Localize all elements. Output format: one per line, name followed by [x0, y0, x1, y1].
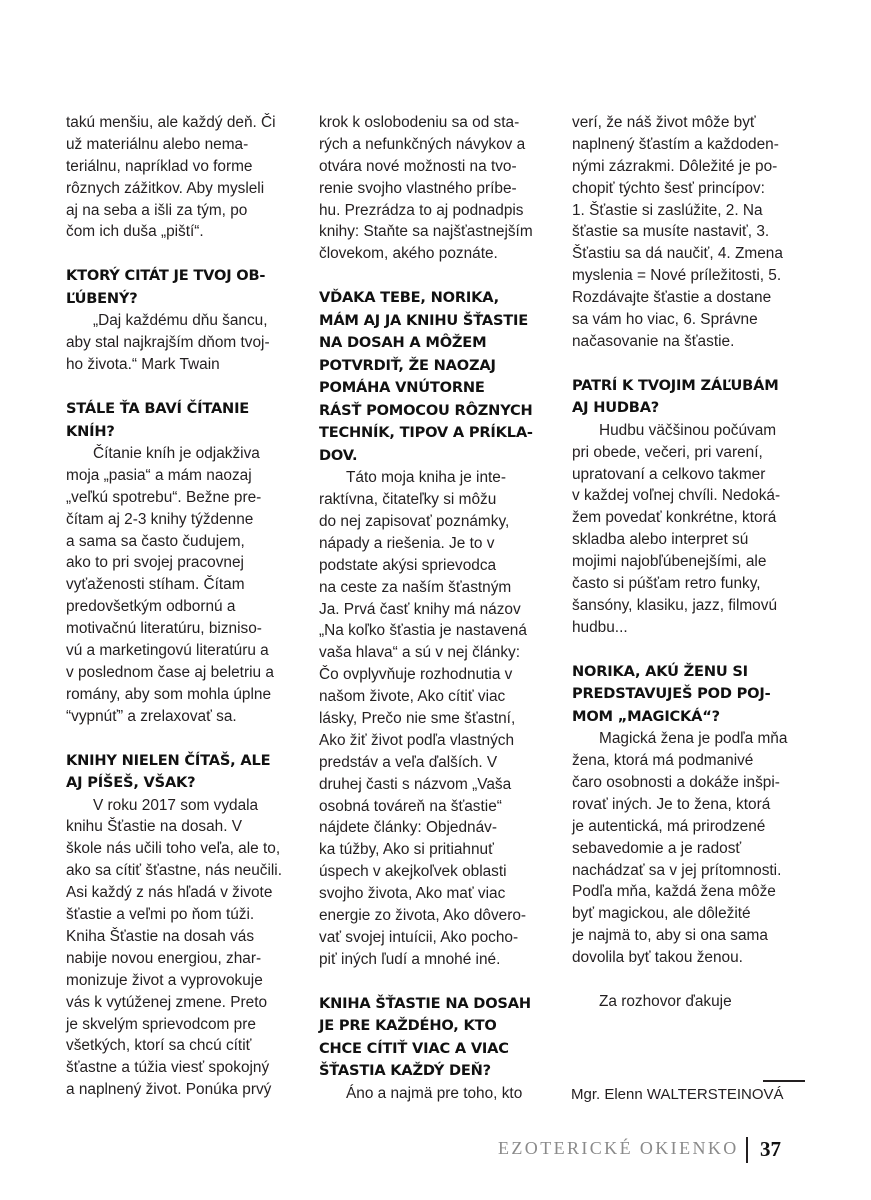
text-line: lásky, Prečo nie sme šťastní, [319, 710, 516, 728]
text-line: KTORÝ CITÁT JE TVOJ OB- [66, 267, 266, 285]
text-line: 1. Šťastie si zaslúžite, 2. Na [572, 201, 763, 219]
text-line: už materiálnu alebo nema- [66, 135, 249, 153]
text-line: nabije novou energiou, zhar- [66, 949, 262, 967]
text-line: často si púšťam retro funky, [572, 575, 761, 593]
text-line: raktívna, čitateľky si môžu [319, 491, 497, 509]
text-line: romány, aby som mohla úplne [66, 685, 272, 703]
article-column-3 [572, 112, 812, 1013]
question-heading [66, 265, 306, 310]
text-line: úspech v akejkoľvek oblasti [319, 863, 507, 881]
text-line: na ceste za naším šťastným [319, 578, 512, 596]
text-line: piť iných ľudí a mnohé iné. [319, 950, 501, 968]
text-line: VĎAKA TEBE, NORIKA, [319, 289, 499, 307]
text-line: je najmä to, aby si ona sama [572, 927, 768, 945]
text-line: DOV. [319, 446, 358, 464]
text-line: ako to pri svojej pracovnej [66, 554, 244, 572]
text-line: rých a nefunkčných návykov a [319, 135, 526, 153]
text-line: upratovaní a celkovo takmer [572, 465, 766, 483]
text-line: rôznych zážitkov. Aby mysleli [66, 179, 265, 197]
question-heading [319, 993, 559, 1083]
answer-paragraph [66, 112, 306, 243]
text-line: predovšetkým odbornú a [66, 598, 236, 616]
text-line: je skvelým sprievodcom pre [66, 1015, 256, 1033]
question-heading [572, 661, 812, 729]
text-line: a naplnený život. Ponúka prvý [66, 1081, 272, 1099]
text-line: nájdete články: Objednáv- [319, 819, 497, 837]
text-line: ako sa cítiť šťastne, nás neučili. [66, 862, 283, 880]
paragraph-gap [572, 969, 812, 991]
text-line: pri obede, večeri, pri varení, [572, 443, 763, 461]
text-line: knihu Šťastie na dosah. V [66, 818, 243, 836]
text-line: “vypnúť” a zrelaxovať sa. [66, 707, 237, 725]
text-line: skladba alebo interpret sú [572, 531, 749, 549]
text-line: „Daj každému dňu šancu, [93, 312, 268, 330]
text-line: škole nás učili toho veľa, ale to, [66, 840, 281, 858]
question-heading [572, 375, 812, 420]
text-line: nachádzať sa v jej prítomnosti. [572, 861, 782, 879]
text-line: človekom, akého poznáte. [319, 245, 498, 263]
text-line: Magická žena je podľa mňa [599, 730, 788, 748]
text-line: RÁSŤ POMOCOU RÔZNYCH [319, 401, 533, 419]
text-line: energie zo života, Ako dôvero- [319, 907, 527, 925]
answer-paragraph [319, 467, 559, 970]
text-line: myslenia = Nové príležitosti, 5. [572, 267, 782, 285]
text-line: ho života.“ Mark Twain [66, 356, 220, 374]
answer-paragraph [319, 1083, 559, 1105]
text-line: KNIHY NIELEN ČÍTAŠ, ALE [66, 751, 271, 769]
text-line: hudbu... [572, 618, 628, 636]
text-line: Čítanie kníh je odjakživa [93, 445, 260, 463]
text-line: vaša hlava“ a sú v nej články: [319, 644, 521, 662]
text-line: NA DOSAH A MÔŽEM [319, 334, 487, 352]
text-line: druhej časti s názvom „Vaša [319, 775, 512, 793]
text-line: naplnený šťastím a každoden- [572, 135, 779, 153]
text-line: sebavedomie a je radosť [572, 839, 742, 857]
text-line: je autentická, má prirodzené [572, 817, 766, 835]
text-line: ŠŤASTIA KAŽDÝ DEŇ? [319, 1062, 491, 1080]
text-line: TECHNÍK, TIPOV A PRÍKLA- [319, 424, 533, 442]
text-line: CHCE CÍTIŤ VIAC A VIAC [319, 1039, 509, 1057]
text-line: do nej zapisovať poznámky, [319, 513, 510, 531]
answer-paragraph [572, 728, 812, 969]
text-line: čítam aj 2-3 knihy týždenne [66, 510, 254, 528]
text-line: Asi každý z nás hľadá v živote [66, 884, 273, 902]
text-line: Kniha Šťastie na dosah vás [66, 927, 255, 945]
text-line: v každej voľnej chvíli. Nedoká- [572, 487, 781, 505]
text-line: sa vám ho viac, 6. Správne [572, 311, 758, 329]
text-line: byť magickou, ale dôležité [572, 905, 751, 923]
text-line: verí, že náš život môže byť [572, 114, 756, 131]
author-signature: Mgr. Elenn WALTERSTEINOVÁ [571, 1086, 784, 1103]
text-line: Ako žiť život podľa vlastných [319, 731, 515, 749]
text-line: čaro osobnosti a dokáže inšpi- [572, 773, 780, 791]
text-line: žem povedať konkrétne, ktorá [572, 509, 777, 527]
text-line: knihy: Staňte sa najšťastnejším [319, 223, 533, 241]
text-line: Za rozhovor ďakuje [599, 993, 732, 1010]
text-line: „Na koľko šťastia je nastavená [319, 622, 527, 640]
text-line: NORIKA, AKÚ ŽENU SI [572, 662, 748, 680]
text-line: šťastie a veľmi po ňom túži. [66, 906, 255, 924]
text-line: MÁM AJ JA KNIHU ŠŤASTIE [319, 311, 529, 329]
text-line: mojimi najobľúbenejšími, ale [572, 553, 767, 571]
text-line: čom ich duša „piští“. [66, 223, 204, 241]
text-line: chopiť týchto šesť princípov: [572, 179, 765, 197]
text-line: krok k oslobodeniu sa od sta- [319, 114, 520, 131]
text-line: svojho života, Ako mať viac [319, 885, 506, 903]
answer-paragraph [572, 420, 812, 639]
text-line: renie svojho vlastného príbe- [319, 179, 517, 197]
text-line: teriálnu, napríklad vo forme [66, 157, 253, 175]
question-heading [319, 287, 559, 467]
text-line: moja „pasia“ a mám naozaj [66, 466, 252, 484]
text-line: Čo ovplyvňuje rozhodnutia v [319, 666, 513, 684]
paragraph-gap [319, 971, 559, 993]
text-line: našom živote, Ako cítiť viac [319, 688, 506, 706]
text-line: V roku 2017 som vydala [93, 796, 259, 814]
text-line: Áno a najmä pre toho, kto [346, 1084, 523, 1102]
answer-paragraph [319, 112, 559, 265]
text-line: žena, ktorá má podmanivé [572, 752, 754, 770]
text-line: AJ HUDBA? [572, 399, 660, 417]
text-line: ka túžby, Ako si pritiahnuť [319, 841, 494, 859]
text-line: šťastie sa musíte nastaviť, 3. [572, 223, 770, 241]
text-line: otvára nové možnosti na tvo- [319, 157, 517, 175]
answer-paragraph [572, 112, 812, 353]
text-line: STÁLE ŤA BAVÍ ČÍTANIE [66, 400, 250, 418]
text-line: nými zázrakmi. Dôležité je po- [572, 157, 778, 175]
article-column-2 [319, 112, 559, 1105]
answer-paragraph [66, 795, 306, 1101]
text-line: JE PRE KAŽDÉHO, KTO [319, 1017, 497, 1035]
text-line: aj na seba a išli za tým, po [66, 201, 248, 219]
paragraph-gap [319, 265, 559, 287]
text-line: KNIHA ŠŤASTIE NA DOSAH [319, 994, 531, 1012]
article-column-1 [66, 112, 306, 1101]
text-line: Táto moja kniha je inte- [346, 469, 506, 487]
paragraph-gap [572, 353, 812, 375]
text-line: nápady a riešenia. Je to v [319, 534, 495, 552]
text-line: vú a marketingovú literatúru a [66, 642, 269, 660]
text-line: Podľa mňa, každá žena môže [572, 883, 776, 901]
text-line: vás k vytúženej zmene. Preto [66, 993, 268, 1011]
footer-divider [746, 1137, 748, 1163]
text-line: načasovanie na šťastie. [572, 332, 735, 350]
paragraph-gap [66, 376, 306, 398]
text-line: Šťastiu sa dá naučiť, 4. Zmena [572, 245, 783, 263]
section-title: EZOTERICKÉ OKIENKO [498, 1138, 739, 1158]
page-number: 37 [760, 1137, 781, 1161]
text-line: motivačnú literatúru, bizniso- [66, 620, 262, 638]
text-line: Ja. Prvá časť knihy má názov [319, 600, 521, 618]
text-line: a sama sa často čudujem, [66, 532, 245, 550]
paragraph-gap [66, 243, 306, 265]
text-line: šťastne a túžia viesť spokojný [66, 1059, 270, 1077]
text-line: monizuje život a vyprovokuje [66, 971, 263, 989]
text-line: POMÁHA VNÚTORNE [319, 379, 485, 397]
paragraph-gap [66, 728, 306, 750]
answer-paragraph [572, 991, 812, 1013]
paragraph-gap [572, 639, 812, 661]
text-line: osobná továreň na šťastie“ [319, 797, 502, 815]
signature-rule [763, 1080, 805, 1082]
question-heading [66, 398, 306, 443]
text-line: vyťaženosti stíham. Čítam [66, 576, 245, 594]
text-line: „veľkú spotrebu“. Bežne pre- [66, 488, 262, 506]
text-line: PREDSTAVUJEŠ POD POJ- [572, 685, 771, 703]
text-line: hu. Prezrádza to aj podnadpis [319, 201, 524, 219]
answer-paragraph [66, 443, 306, 728]
text-line: POTVRDIŤ, ŽE NAOZAJ [319, 356, 496, 374]
text-line: MOM „MAGICKÁ“? [572, 707, 720, 725]
text-line: Rozdávajte šťastie a dostane [572, 289, 772, 307]
text-line: šansóny, klasiku, jazz, filmovú [572, 596, 777, 614]
text-line: KNÍH? [66, 422, 115, 440]
question-heading [66, 750, 306, 795]
text-line: podstate akýsi sprievodca [319, 556, 497, 574]
text-line: aby stal najkrajším dňom tvoj- [66, 334, 270, 352]
text-line: vať svojej intuícii, Ako pocho- [319, 928, 519, 946]
text-line: všetkých, ktorí sa chcú cítiť [66, 1037, 252, 1055]
text-line: PATRÍ K TVOJIM ZÁĽUBÁM [572, 376, 779, 394]
answer-paragraph [66, 310, 306, 376]
text-line: v poslednom čase aj beletriu a [66, 663, 274, 681]
text-line: Hudbu väčšinou počúvam [599, 421, 777, 439]
text-line: takú menšiu, ale každý deň. Či [66, 114, 276, 131]
text-line: AJ PÍŠEŠ, VŠAK? [66, 774, 196, 792]
text-line: rovať iných. Je to žena, ktorá [572, 795, 771, 813]
text-line: predstáv a veľa ďalších. V [319, 753, 498, 771]
text-line: ĽÚBENÝ? [66, 289, 138, 307]
text-line: dovolila byť takou ženou. [572, 949, 743, 967]
